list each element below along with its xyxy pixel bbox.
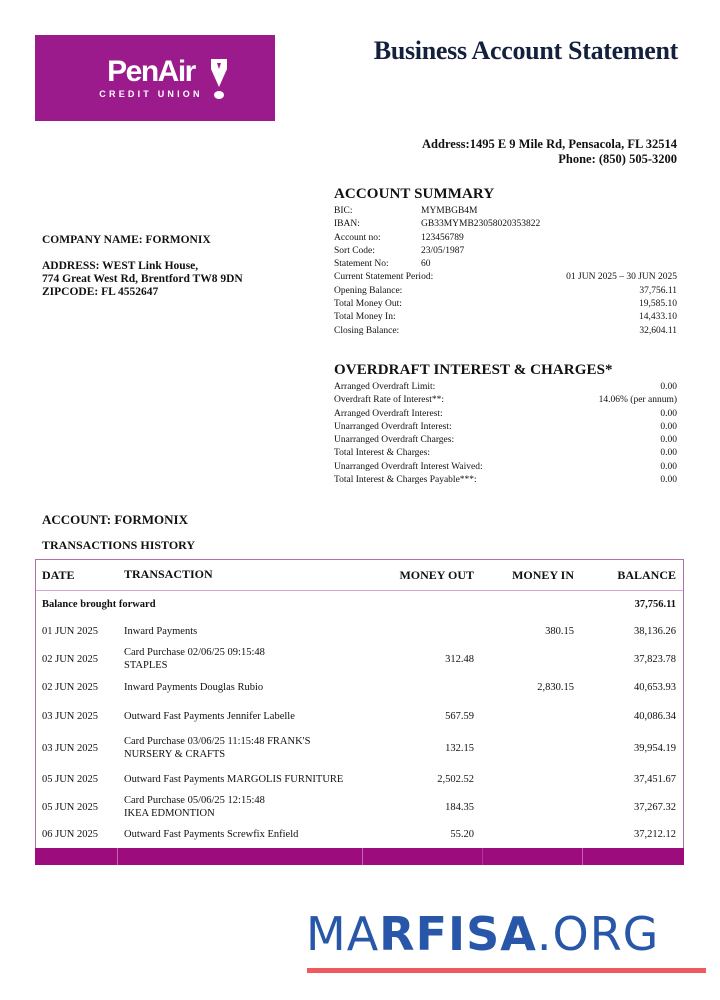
overdraft-section (334, 362, 677, 487)
column-header-money-out: MONEY OUT (399, 568, 474, 582)
transactions-table (35, 559, 684, 865)
table-row: 01 JUN 2025 Inward Payments 380.15 38,136.26 (42, 626, 676, 637)
summary-row-account-no: Account no: 123456789 (334, 232, 464, 243)
table-footer-bar (35, 848, 684, 865)
column-header-money-in: MONEY IN (512, 568, 574, 582)
summary-row-statement-no: Statement No: 60 (334, 259, 431, 270)
bank-contact (422, 137, 677, 167)
table-row: 02 JUN 2025 Card Purchase 02/06/25 09:15:48 STAPLES 312.48 37,823.78 (42, 647, 676, 671)
watermark-underline (307, 968, 706, 973)
overdraft-row: Overdraft Rate of Interest**: 14.06% (per annum) (334, 395, 677, 406)
summary-row-bic: BIC: MYMBGB4M (334, 206, 478, 216)
company-address-line2: 774 Great West Rd, Brentford TW8 9DN (42, 273, 243, 285)
company-name: COMPANY NAME: FORMONIX (42, 234, 211, 246)
summary-row-money-out: Total Money Out: 19,585.10 (334, 299, 677, 310)
column-header-transaction: TRANSACTION (124, 567, 213, 581)
company-info (42, 234, 243, 299)
table-row: 02 JUN 2025 Inward Payments Douglas Rubio 2,830.15 40,653.93 (42, 682, 676, 693)
summary-row-period: Current Statement Period: 01 JUN 2025 – 30 JUN 2025 (334, 272, 677, 283)
brought-forward-label: Balance brought forward (42, 599, 156, 610)
column-header-date: DATE (42, 568, 75, 582)
table-row: 06 JUN 2025 Outward Fast Payments Screwfix Enfield 55.20 37,212.12 (42, 829, 676, 840)
overdraft-row: Unarranged Overdraft Interest: 0.00 (334, 421, 677, 432)
table-row: 05 JUN 2025 Card Purchase 05/06/25 12:15:48 IKEA EDMONTION 184.35 37,267.32 (42, 795, 676, 819)
overdraft-title: OVERDRAFT INTEREST & CHARGES* (334, 362, 613, 378)
column-header-balance: BALANCE (617, 568, 676, 582)
logo-wordmark: PenAir (107, 55, 195, 88)
summary-row-closing-balance: Closing Balance: 32,604.11 (334, 325, 677, 336)
overdraft-row: Unarranged Overdraft Charges: 0.00 (334, 435, 677, 446)
overdraft-row: Arranged Overdraft Interest: 0.00 (334, 408, 677, 419)
company-address-line1: ADDRESS: WEST Link House, (42, 260, 199, 272)
overdraft-row: Unarranged Overdraft Interest Waived: 0.00 (334, 461, 677, 472)
table-row: 05 JUN 2025 Outward Fast Payments MARGOLIS FURNITURE 2,502.52 37,451.67 (42, 774, 676, 785)
summary-row-sort-code: Sort Code: 23/05/1987 (334, 245, 465, 256)
bank-address: Address:1495 E 9 Mile Rd, Pensacola, FL 32514 (422, 137, 677, 151)
table-row: 03 JUN 2025 Outward Fast Payments Jennifer Labelle 567.59 40,086.34 (42, 711, 676, 722)
overdraft-row: Total Interest & Charges Payable***: 0.00 (334, 475, 677, 486)
account-summary-title: ACCOUNT SUMMARY (334, 186, 495, 202)
document-title: Business Account Statement (373, 36, 678, 65)
brought-forward-balance: 37,756.11 (634, 599, 676, 610)
overdraft-row: Arranged Overdraft Limit: 0.00 (334, 382, 677, 392)
bank-phone: Phone: (850) 505-3200 (558, 152, 677, 166)
table-row: 03 JUN 2025 Card Purchase 03/06/25 11:15:48 FRANK'S NURSERY & CRAFTS 132.15 39,954.19 (42, 736, 676, 760)
overdraft-row: Total Interest & Charges: 0.00 (334, 448, 677, 459)
bank-logo (35, 35, 275, 121)
company-zipcode: ZIPCODE: FL 4552647 (42, 286, 159, 298)
summary-row-money-in: Total Money In: 14,433.10 (334, 312, 677, 323)
account-summary (334, 186, 677, 338)
summary-row-opening-balance: Opening Balance: 37,756.11 (334, 285, 677, 296)
summary-row-iban: IBAN: GB33MYMB23058020353822 (334, 219, 541, 230)
logo-drop-icon (209, 57, 229, 101)
balance-brought-forward-row (36, 591, 683, 618)
watermark-text: MARFISA.ORG (306, 907, 660, 961)
transactions-history-label: TRANSACTIONS HISTORY (42, 538, 196, 552)
account-label: ACCOUNT: FORMONIX (42, 512, 188, 527)
logo-subtitle: CREDIT UNION (99, 89, 203, 99)
table-header (36, 560, 683, 591)
